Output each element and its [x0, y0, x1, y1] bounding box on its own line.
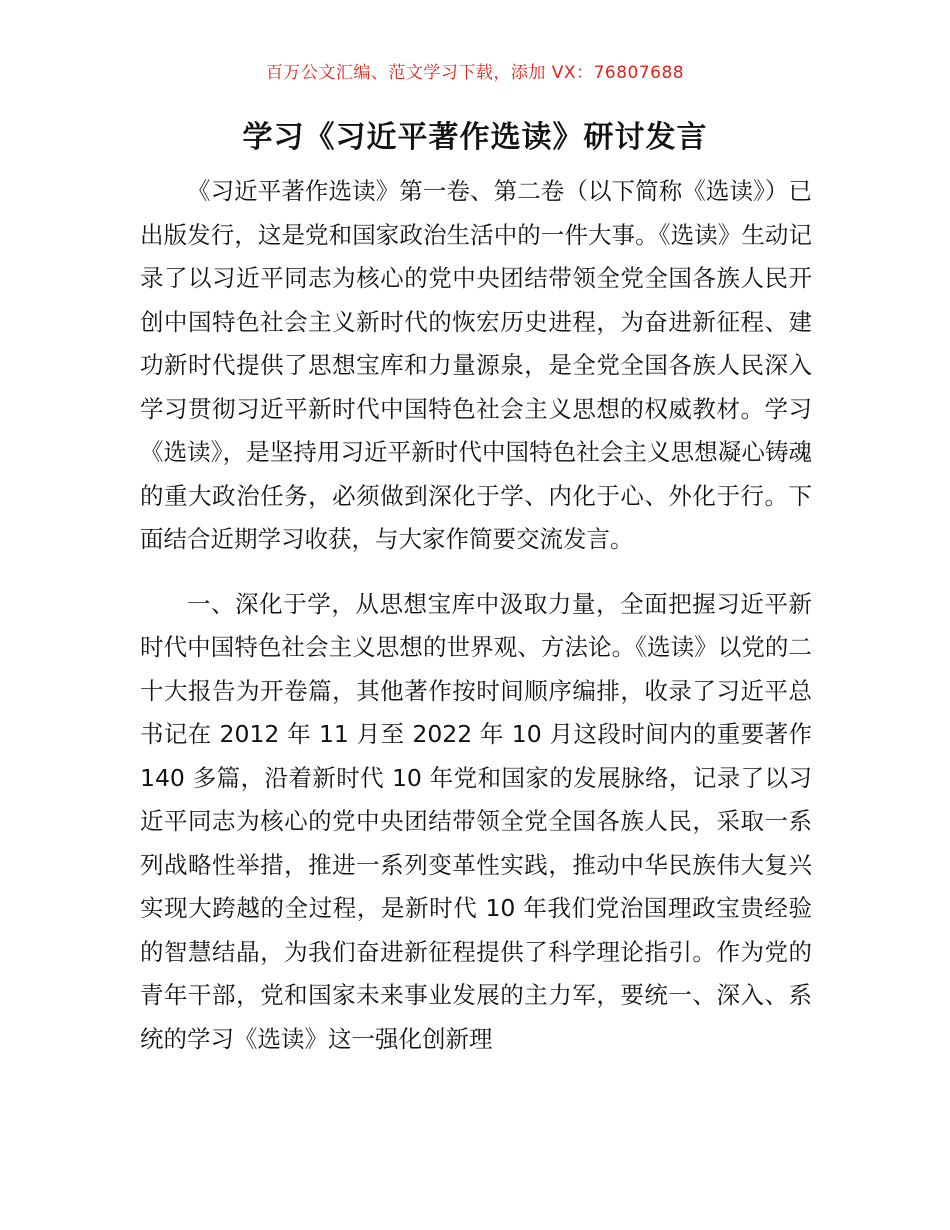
document-body — [140, 170, 812, 1082]
page-title: 学习《习近平著作选读》研讨发言 — [242, 120, 708, 155]
paragraph-intro: 《习近平著作选读》第一卷、第二卷（以下简称《选读》）已出版发行，这是党和国家政治生活中的一件大事。《选读》生动记录了以习近平同志为核心的党中央团结带领全党全国各族人民开创中国特色社会主义新时代的恢宏历史进程，为奋进新征程、建功新时代提供了思想宝库和力量源泉，是全党全国各族人民深入学习贯彻习近平新时代中国特色社会主义思想的权威教材。学习《选读》，是坚持用习近平新时代中国特色社会主义思想凝心铸魂的重大政治任务，必须做到深化于学、内化于心、外化于行。下面结合近期学习收获，与大家作简要交流发言。 — [140, 177, 812, 553]
paragraph-section-one: 一、深化于学，从思想宝库中汲取力量，全面把握习近平新时代中国特色社会主义思想的世界观、方法论。《选读》以党的二十大报告为开卷篇，其他著作按时间顺序编排，收录了习近平总书记在 2012 年 11 月至 2022 年 10 月这段时间内的重要著作 140 多篇，沿着新时代 10 年党和国家的发展脉络，记录了以习近平同志为核心的党中央团结带领全党全国各族人民，采取一系列战略性举措，推进一系列变革性实践，推动中华民族伟大复兴实现大跨越的全过程，是新时代 10 年我们党治国理政宝贵经验的智慧结晶，为我们奋进新征程提供了科学理论指引。作为党的青年干部，党和国家未来事业发展的主力军，要统一、深入、系统的学习《选读》这一强化创新理 — [140, 589, 812, 1053]
header-watermark-note: 百万公文汇编、范文学习下载，添加 VX：76807688 — [265, 63, 685, 83]
